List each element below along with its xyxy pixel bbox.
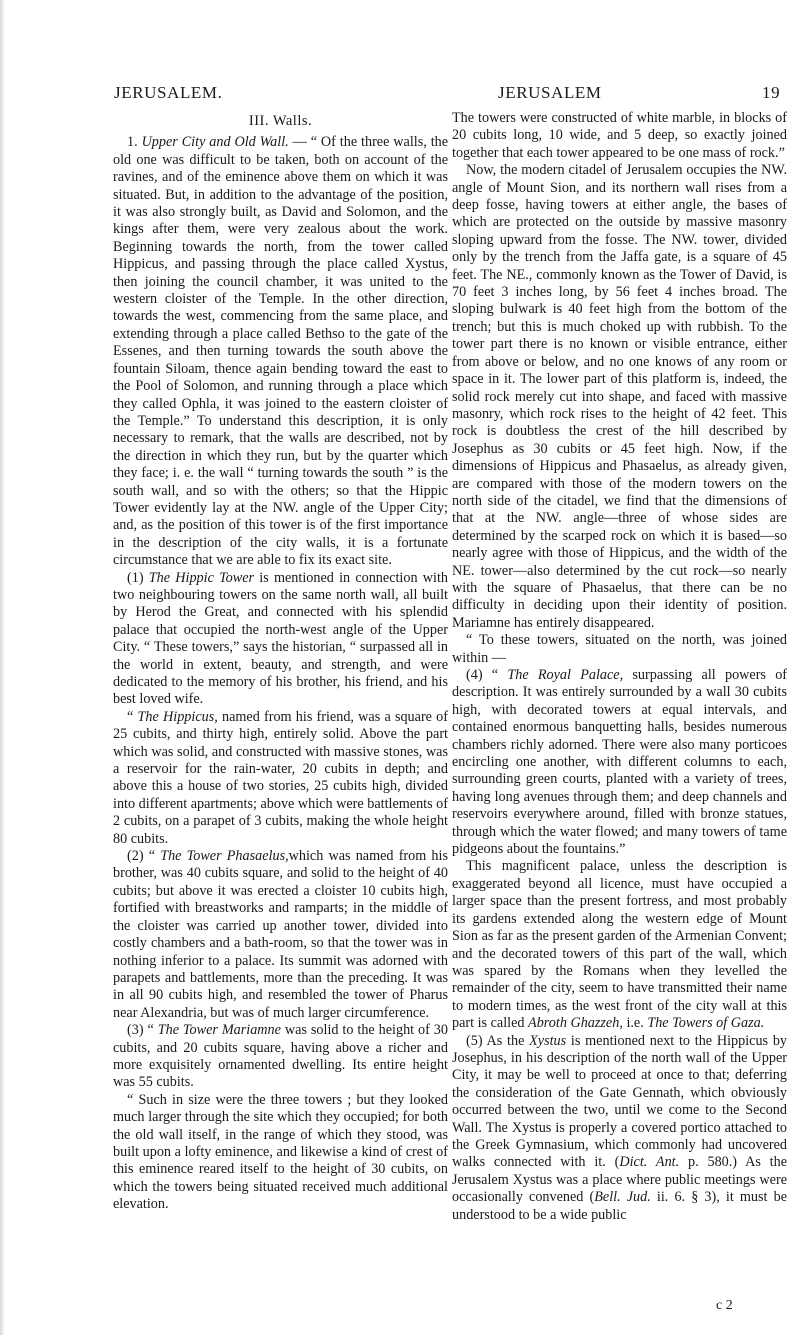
paragraph <box>113 1092 448 1214</box>
page-edge-shadow <box>0 0 5 1335</box>
paragraph <box>452 1033 787 1224</box>
paragraph <box>452 162 787 632</box>
right-column <box>452 110 787 1224</box>
italic-text: Bell. Jud. <box>594 1189 651 1206</box>
paragraph <box>113 848 448 1022</box>
text-run: named from his friend, was a square of 25 cubits, and thirty high, entirely solid. Above the part which was solid, and constructed with massive stones, was a reservoir for the rain-water, 20 cubits in depth; and above this a house of two stories, 25 cubits high, divided into different apartments; above which were battlements of 2 cubits, on a parapet of 3 cubits, making the whole height 80 cubits. <box>113 708 448 847</box>
text-run: p. 580.) As the Jerusalem Xystus was a place where public meetings were occasionally convened ( <box>452 1154 788 1206</box>
page-number: 19 <box>762 83 781 102</box>
left-column-body <box>113 134 448 1213</box>
text-run: (2) “ <box>127 848 161 865</box>
text-run: The towers were constructed of white marble, in blocks of 20 cubits long, 10 wide, and 5 deep, so exactly joined together that each tower appeared to be one mass of rock.” <box>452 110 787 161</box>
italic-text: Dict. Ant. <box>619 1154 680 1171</box>
italic-text: Xystus <box>529 1032 567 1049</box>
text-run: (5) As the <box>466 1032 530 1049</box>
paragraph <box>113 134 448 569</box>
left-column <box>113 110 448 1214</box>
italic-text: The Tower Mariamne <box>157 1022 281 1039</box>
text-run: “ To these towers, situated on the north, was joined within — <box>452 632 787 666</box>
paragraph <box>452 110 787 162</box>
italic-text: Abroth Ghazzeh, <box>528 1015 623 1032</box>
running-head-left: JERUSALEM. <box>114 83 223 102</box>
text-run: — “ Of the three walls, the old one was difficult to be taken, both on account of the ravines, and of the eminence above them on which it was situated. But, in addition to the advantage of the position, it was also strongly built, as David and Solomon, and the kings after them, were very zealous about the work. Beginning towards the north, from the tower called Hippicus, and passing through the place called Xystus, then joining the council chamber, it was united to the western cloister of the Temple. In the other direction, towards the west, commencing from the same place, and extending through a place called Bethso to the gate of the Essenes, and then turning towards the south above the fountain Siloam, thence again bending toward the east to the Pool of Solomon, and running through a place which they called Ophla, it was joined to the eastern cloister of the Temple.” To understand this description, it is only necessary to remark, that the walls are described, not by the direction in which they run, but by the quarter which they face; i. e. the wall “ turning towards the south ” is the south wall, and so with the others; so that the Hippic Tower evidently lay at the NW. angle of the Upper City; and, as the position of this tower is of the first importance in the description of the city walls, it is a fortunate circumstance that we are able to fix its exact site. <box>113 134 449 569</box>
italic-text: The Hippic Tower <box>148 569 255 586</box>
text-run: was solid to the height of 30 cubits, and 20 cubits square, having above a richer and more exquisitely ornamented dwelling. Its entire height was 55 cubits. <box>113 1022 448 1091</box>
section-heading: III. Walls. <box>248 113 313 129</box>
italic-text: Upper City and Old Wall. <box>141 134 289 151</box>
text-run: i.e. <box>622 1015 648 1032</box>
text-run: This magnificent palace, unless the description is exaggerated beyond all licence, must have occupied a larger space than the present fortress, and most probably its gardens extended along the western edge of Mount Sion as far as the present garden of the Armenian Convent; and the decorated towers of this part of the wall, which was spared by the Romans when they levelled the remainder of the city, seem to have transmitted their name to modern times, as the west front of the city wall at this part is called <box>452 858 787 1032</box>
text-run: which was named from his brother, was 40 cubits square, and solid to the height of 40 cubits; but above it was erected a cloister 10 cubits high, fortified with breastworks and ramparts; in the middle of the cloister was carried up another tower, divided into costly chambers and a bath-room, so that the tower was in nothing inferior to a palace. Its summit was adorned with parapets and battlements, more than the preceding. It was in all 90 cubits high, and resembled the tower of Pharus near Alexandria, but was of much larger circumference. <box>113 848 448 1021</box>
paragraph <box>113 709 448 848</box>
text-run: (4) “ <box>466 667 508 683</box>
paragraph <box>113 1022 448 1092</box>
text-run: “ <box>127 708 138 725</box>
italic-text: The Hippicus, <box>137 708 218 725</box>
paragraph <box>113 570 448 709</box>
paragraph <box>452 667 787 858</box>
text-run: ii. 6. § 3), it must be understood to be a wide public <box>452 1189 787 1223</box>
text-run: “ Such in size were the three towers ; but they looked much larger through the site which they occupied; for both the old wall itself, in the range of which they stood, was built upon a lofty eminence, and likewise a kind of crest of this eminence reared itself to the height of 30 cubits, on which the towers being situated received much additional elevation. <box>113 1091 448 1213</box>
running-head-right: JERUSALEM <box>498 83 602 102</box>
text-run: (1) <box>127 569 149 586</box>
text-run: surpassing all powers of description. It was entirely surrounded by a wall 30 cubits high, with decorated towers at equal intervals, and contained enormous banquetting halls, besides numerous chambers richly adorned. There were also many porticoes encircling one another, with different columns to each, surrounding green courts, planted with a variety of trees, having long avenues through them; and deep channels and reservoirs everywhere around, filled with bronze statues, through which the water flowed; and many towers of tame pidgeons about the fountains.” <box>452 667 788 858</box>
signature-mark: c 2 <box>716 1298 733 1313</box>
italic-text: The Royal Palace, <box>507 667 624 683</box>
text-run: (3) “ <box>127 1022 158 1039</box>
text-run: is mentioned in connection with two neighbouring towers on the same north wall, all built by Herod the Great, and connected with his splendid palace that occupied the north-west angle of the Upper City. “ These towers,” says the historian, “ surpassed all in the world in extent, beauty, and strength, and were dedicated to the memory of his brother, his friend, and his best loved wife. <box>113 569 448 708</box>
italic-text: The Towers of Gaza. <box>647 1015 765 1032</box>
italic-text: The Tower Phasaelus, <box>160 848 289 865</box>
text-run: 1. <box>127 134 142 151</box>
text-run: is mentioned next to the Hippicus by Josephus, in his description of the north wall of the Upper City, it may be well to proceed at once to that; deferring the consideration of the Gate Gennath, which obviously occurred between the two, until we come to the Second Wall. The Xystus is properly a covered portico attached to the Greek Gymnasium, which commonly had uncovered walks connected with it. ( <box>452 1032 788 1171</box>
right-column-body <box>452 110 787 1224</box>
paragraph <box>452 632 787 667</box>
paragraph <box>452 858 787 1032</box>
text-run: Now, the modern citadel of Jerusalem occupies the NW. angle of Mount Sion, and its northern wall rises from a deep fosse, having towers at either angle, the bases of which are protected on the outside by massive masonry sloping upward from the fosse. The NW. tower, divided only by the trench from the Jaffa gate, is a square of 45 feet. The NE., commonly known as the Tower of David, is 70 feet 3 inches long, by 56 feet 4 inches broad. The sloping bulwark is 40 feet high from the bottom of the trench; but this is much choked up with rubbish. To the tower part there is no known or visible entrance, either from above or below, and no one knows of any room or space in it. The lower part of this platform is, indeed, the solid rock merely cut into shape, and faced with massive masonry, which rock rises to the height of 42 feet. This rock is doubtless the crest of the hill described by Josephus as 30 cubits or 45 feet high. Now, if the dimensions of Hippicus and Phasaelus, as already given, are compared with those of the modern towers on the north side of the citadel, we find that the dimensions of that at the NW. angle—three of whose sides are determined by the scarped rock on which it is based—so nearly agree with those of Hippicus, and the width of the NE. tower—also determined by the cut rock—so nearly with the square of Phasaelus, that there can be no difficulty in deciding upon their identity of position. Mariamne has entirely disappeared. <box>452 162 787 631</box>
